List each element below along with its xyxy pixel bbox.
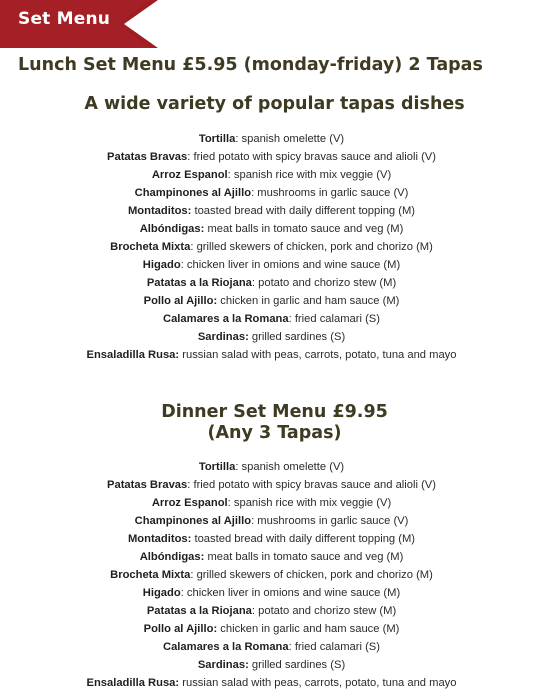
dinner-heading-line2: (Any 3 Tapas) xyxy=(207,423,342,443)
dish-description: russian salad with peas, carrots, potato, tuna and mayo xyxy=(182,677,457,689)
menu-item xyxy=(8,166,535,184)
menu-item xyxy=(8,638,535,656)
dinner-set-menu-heading xyxy=(0,402,535,444)
dish-name: Ensaladilla Rusa: xyxy=(86,349,180,361)
menu-item xyxy=(8,602,535,620)
dish-name: Higado xyxy=(142,259,181,271)
menu-item xyxy=(8,220,535,238)
dish-separator: : xyxy=(235,461,242,473)
menu-item xyxy=(8,458,535,476)
dish-description: potato and chorizo stew (M) xyxy=(258,605,397,617)
dish-description: mushrooms in garlic sauce (V) xyxy=(257,187,409,199)
menu-item xyxy=(8,274,535,292)
menu-item xyxy=(8,548,535,566)
dish-description: russian salad with peas, carrots, potato, tuna and mayo xyxy=(182,349,457,361)
dish-separator: : xyxy=(235,133,242,145)
dish-name: Patatas a la Riojana xyxy=(146,277,252,289)
dish-description: meat balls in tomato sauce and veg (M) xyxy=(207,551,404,563)
dish-name: Patatas Bravas xyxy=(107,151,188,163)
menu-item xyxy=(8,148,535,166)
dish-name: Arroz Espanol xyxy=(151,169,228,181)
dish-description: fried potato with spicy bravas sauce and alioli (V) xyxy=(193,479,436,491)
dish-name: Ensaladilla Rusa: xyxy=(86,677,180,689)
menu-item xyxy=(8,328,535,346)
dish-name: Brocheta Mixta xyxy=(110,241,191,253)
dish-separator: : xyxy=(251,605,259,617)
menu-item xyxy=(8,620,535,638)
dish-name: Albóndigas: xyxy=(139,223,205,235)
dish-name: Champinones al Ajillo xyxy=(134,187,252,199)
dish-description: grilled skewers of chicken, pork and chorizo (M) xyxy=(196,569,433,581)
dish-name: Patatas a la Riojana xyxy=(146,605,252,617)
menu-item xyxy=(8,674,535,692)
menu-item xyxy=(8,494,535,512)
menu-item xyxy=(8,184,535,202)
dish-separator: : xyxy=(180,587,187,599)
dish-description: meat balls in tomato sauce and veg (M) xyxy=(207,223,404,235)
dish-separator: : xyxy=(190,241,197,253)
set-menu-banner xyxy=(0,0,160,48)
menu-item xyxy=(8,566,535,584)
dish-description: toasted bread with daily different topping (M) xyxy=(194,533,416,545)
dish-description: spanish omelette (V) xyxy=(241,461,345,473)
lunch-set-menu-heading: Lunch Set Menu £5.95 (monday-friday) 2 Tapas xyxy=(18,55,483,75)
dish-name: Brocheta Mixta xyxy=(110,569,191,581)
dish-name: Montaditos: xyxy=(127,533,192,545)
dish-description: grilled skewers of chicken, pork and chorizo (M) xyxy=(196,241,433,253)
dish-name: Sardinas: xyxy=(197,331,249,343)
menu-item xyxy=(8,202,535,220)
lunch-subheading: A wide variety of popular tapas dishes xyxy=(84,94,465,114)
dish-description: spanish rice with mix veggie (V) xyxy=(233,169,392,181)
dish-name: Patatas Bravas xyxy=(107,479,188,491)
dish-name: Arroz Espanol xyxy=(151,497,228,509)
dish-description: chicken liver in omions and wine sauce (M) xyxy=(186,587,401,599)
dish-description: chicken liver in omions and wine sauce (M) xyxy=(186,259,401,271)
dish-name: Montaditos: xyxy=(127,205,192,217)
dish-separator: : xyxy=(251,277,259,289)
dish-description: chicken in garlic and ham sauce (M) xyxy=(220,623,400,635)
dish-name: Champinones al Ajillo xyxy=(134,515,252,527)
dish-separator: : xyxy=(288,641,295,653)
dish-description: grilled sardines (S) xyxy=(251,331,346,343)
dinner-heading-line1: Dinner Set Menu £9.95 xyxy=(161,402,388,422)
dish-separator: : xyxy=(187,479,194,491)
dinner-menu-list xyxy=(0,458,535,692)
dish-description: grilled sardines (S) xyxy=(251,659,346,671)
dish-name: Pollo al Ajillo: xyxy=(143,623,218,635)
menu-item xyxy=(8,256,535,274)
banner-title: Set Menu xyxy=(18,9,111,29)
lunch-menu-list xyxy=(0,130,535,364)
menu-item xyxy=(8,476,535,494)
dish-separator: : xyxy=(288,313,295,325)
menu-item xyxy=(8,530,535,548)
dish-separator: : xyxy=(251,187,258,199)
dish-description: spanish rice with mix veggie (V) xyxy=(233,497,392,509)
menu-item xyxy=(8,292,535,310)
dish-description: fried calamari (S) xyxy=(294,313,380,325)
menu-item xyxy=(8,346,535,364)
dish-name: Calamares a la Romana xyxy=(162,313,289,325)
dish-separator: : xyxy=(227,169,234,181)
dish-description: spanish omelette (V) xyxy=(241,133,345,145)
dish-separator: : xyxy=(227,497,234,509)
menu-item xyxy=(8,656,535,674)
dish-description: toasted bread with daily different topping (M) xyxy=(194,205,416,217)
dish-name: Sardinas: xyxy=(197,659,249,671)
dish-description: chicken in garlic and ham sauce (M) xyxy=(220,295,400,307)
menu-item xyxy=(8,584,535,602)
dish-separator: : xyxy=(190,569,197,581)
dish-separator: : xyxy=(251,515,258,527)
menu-item xyxy=(8,130,535,148)
dish-name: Higado xyxy=(142,587,181,599)
dish-separator: : xyxy=(180,259,187,271)
dish-separator: : xyxy=(187,151,194,163)
dish-description: mushrooms in garlic sauce (V) xyxy=(257,515,409,527)
dish-name: Tortilla xyxy=(198,133,236,145)
dish-name: Tortilla xyxy=(198,461,236,473)
dish-name: Calamares a la Romana xyxy=(162,641,289,653)
menu-item xyxy=(8,238,535,256)
dish-name: Albóndigas: xyxy=(139,551,205,563)
menu-item xyxy=(8,512,535,530)
dish-description: fried calamari (S) xyxy=(294,641,380,653)
dish-description: fried potato with spicy bravas sauce and alioli (V) xyxy=(193,151,436,163)
dish-description: potato and chorizo stew (M) xyxy=(258,277,397,289)
menu-item xyxy=(8,310,535,328)
dish-name: Pollo al Ajillo: xyxy=(143,295,218,307)
